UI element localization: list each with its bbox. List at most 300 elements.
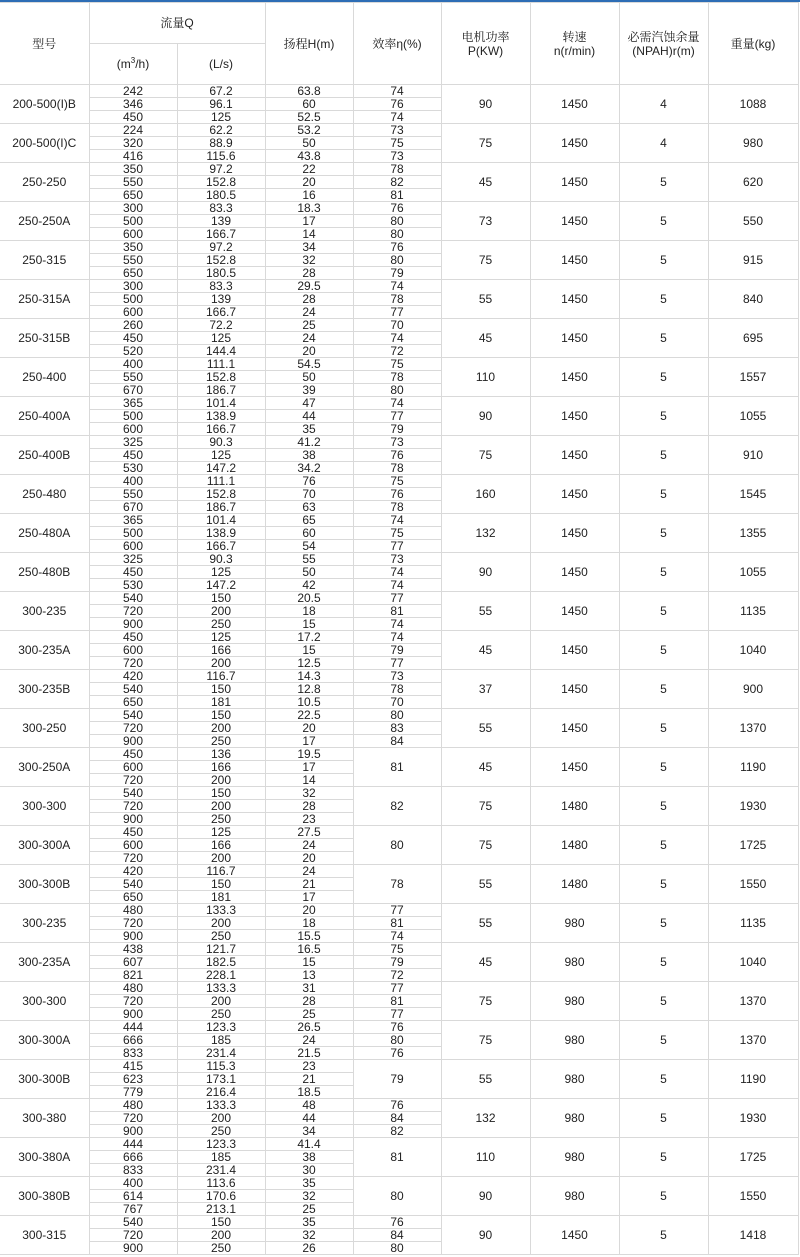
model-cell: 250-315 <box>0 241 89 280</box>
model-cell: 200-500(I)B <box>0 85 89 124</box>
head-cell: 23 <box>265 1060 353 1073</box>
flow-m3h-cell: 325 <box>89 553 177 566</box>
model-cell: 250-315B <box>0 319 89 358</box>
header-npsh <box>619 3 708 85</box>
flow-ls-cell: 166.7 <box>177 228 265 241</box>
head-cell: 24 <box>265 332 353 345</box>
efficiency-cell: 74 <box>353 397 441 410</box>
efficiency-cell: 80 <box>353 228 441 241</box>
efficiency-cell: 74 <box>353 280 441 293</box>
flow-m3h-cell: 415 <box>89 1060 177 1073</box>
npsh-cell: 5 <box>619 826 708 865</box>
flow-ls-cell: 152.8 <box>177 176 265 189</box>
head-cell: 43.8 <box>265 150 353 163</box>
table-row <box>0 1216 798 1229</box>
flow-ls-cell: 166.7 <box>177 423 265 436</box>
efficiency-cell: 79 <box>353 267 441 280</box>
head-cell: 29.5 <box>265 280 353 293</box>
table-row <box>0 319 798 332</box>
power-cell: 75 <box>441 982 530 1021</box>
flow-m3h-cell: 720 <box>89 774 177 787</box>
efficiency-cell: 74 <box>353 579 441 592</box>
head-cell: 21 <box>265 878 353 891</box>
npsh-cell: 5 <box>619 865 708 904</box>
power-cell: 45 <box>441 943 530 982</box>
head-cell: 50 <box>265 566 353 579</box>
flow-m3h-cell: 607 <box>89 956 177 969</box>
speed-cell: 1450 <box>530 709 619 748</box>
head-cell: 18.3 <box>265 202 353 215</box>
table-row <box>0 865 798 878</box>
model-cell: 300-235A <box>0 943 89 982</box>
speed-cell: 1480 <box>530 826 619 865</box>
head-cell: 20.5 <box>265 592 353 605</box>
efficiency-cell: 75 <box>353 943 441 956</box>
flow-m3h-cell: 600 <box>89 540 177 553</box>
flow-ls-cell: 200 <box>177 774 265 787</box>
head-cell: 12.5 <box>265 657 353 670</box>
table-row <box>0 1177 798 1190</box>
head-cell: 15.5 <box>265 930 353 943</box>
efficiency-cell: 79 <box>353 644 441 657</box>
flow-m3h-cell: 720 <box>89 852 177 865</box>
power-cell: 55 <box>441 865 530 904</box>
efficiency-cell: 80 <box>353 254 441 267</box>
efficiency-cell: 82 <box>353 176 441 189</box>
flow-ls-cell: 111.1 <box>177 475 265 488</box>
power-cell: 37 <box>441 670 530 709</box>
table-row <box>0 163 798 176</box>
header-flow: 流量Q <box>89 3 265 44</box>
flow-ls-cell: 147.2 <box>177 579 265 592</box>
model-cell: 300-235B <box>0 670 89 709</box>
weight-cell: 1557 <box>708 358 798 397</box>
speed-cell: 1450 <box>530 358 619 397</box>
flow-m3h-cell: 540 <box>89 709 177 722</box>
speed-cell: 980 <box>530 1099 619 1138</box>
head-cell: 63.8 <box>265 85 353 98</box>
flow-m3h-cell: 600 <box>89 423 177 436</box>
speed-cell: 980 <box>530 1177 619 1216</box>
flow-m3h-cell: 350 <box>89 163 177 176</box>
flow-ls-cell: 125 <box>177 826 265 839</box>
model-cell: 300-380 <box>0 1099 89 1138</box>
flow-ls-cell: 101.4 <box>177 514 265 527</box>
speed-cell: 1450 <box>530 319 619 358</box>
head-cell: 65 <box>265 514 353 527</box>
npsh-cell: 5 <box>619 475 708 514</box>
npsh-cell: 5 <box>619 514 708 553</box>
speed-cell: 1450 <box>530 592 619 631</box>
flow-m3h-cell: 420 <box>89 865 177 878</box>
power-cell: 160 <box>441 475 530 514</box>
efficiency-cell: 74 <box>353 566 441 579</box>
flow-ls-cell: 150 <box>177 683 265 696</box>
speed-cell: 1450 <box>530 631 619 670</box>
efficiency-cell: 80 <box>353 1034 441 1047</box>
model-cell: 200-500(I)C <box>0 124 89 163</box>
speed-cell: 1450 <box>530 475 619 514</box>
head-cell: 18.5 <box>265 1086 353 1099</box>
weight-cell: 915 <box>708 241 798 280</box>
efficiency-cell: 70 <box>353 319 441 332</box>
flow-m3h-cell: 720 <box>89 995 177 1008</box>
flow-m3h-cell: 600 <box>89 839 177 852</box>
flow-ls-cell: 125 <box>177 332 265 345</box>
efficiency-cell: 78 <box>353 501 441 514</box>
flow-ls-cell: 147.2 <box>177 462 265 475</box>
head-cell: 16.5 <box>265 943 353 956</box>
header-flow-m3h-suffix: /h) <box>135 57 150 71</box>
flow-ls-cell: 150 <box>177 709 265 722</box>
table-row <box>0 241 798 254</box>
flow-m3h-cell: 670 <box>89 501 177 514</box>
flow-m3h-cell: 444 <box>89 1021 177 1034</box>
weight-cell: 1190 <box>708 748 798 787</box>
efficiency-cell: 78 <box>353 865 441 904</box>
weight-cell: 1055 <box>708 553 798 592</box>
efficiency-cell: 76 <box>353 98 441 111</box>
npsh-cell: 5 <box>619 709 708 748</box>
flow-ls-cell: 125 <box>177 566 265 579</box>
table-row <box>0 124 798 137</box>
head-cell: 24 <box>265 306 353 319</box>
flow-ls-cell: 111.1 <box>177 358 265 371</box>
speed-cell: 1450 <box>530 163 619 202</box>
head-cell: 63 <box>265 501 353 514</box>
flow-m3h-cell: 720 <box>89 605 177 618</box>
flow-m3h-cell: 900 <box>89 1125 177 1138</box>
npsh-cell: 5 <box>619 1216 708 1255</box>
header-efficiency: 效率η(%) <box>353 3 441 85</box>
flow-m3h-cell: 623 <box>89 1073 177 1086</box>
efficiency-cell: 77 <box>353 657 441 670</box>
table-row <box>0 397 798 410</box>
flow-ls-cell: 152.8 <box>177 371 265 384</box>
flow-m3h-cell: 720 <box>89 1229 177 1242</box>
npsh-cell: 5 <box>619 202 708 241</box>
flow-ls-cell: 125 <box>177 111 265 124</box>
efficiency-cell: 80 <box>353 384 441 397</box>
speed-cell: 1450 <box>530 241 619 280</box>
speed-cell: 1450 <box>530 280 619 319</box>
efficiency-cell: 75 <box>353 358 441 371</box>
head-cell: 20 <box>265 176 353 189</box>
table-row <box>0 85 798 98</box>
speed-cell: 980 <box>530 1021 619 1060</box>
flow-m3h-cell: 480 <box>89 982 177 995</box>
head-cell: 31 <box>265 982 353 995</box>
head-cell: 17 <box>265 215 353 228</box>
flow-m3h-cell: 450 <box>89 449 177 462</box>
flow-m3h-cell: 650 <box>89 696 177 709</box>
power-cell: 55 <box>441 592 530 631</box>
header-power <box>441 3 530 85</box>
flow-m3h-cell: 900 <box>89 930 177 943</box>
speed-cell: 1450 <box>530 670 619 709</box>
flow-ls-cell: 150 <box>177 592 265 605</box>
speed-cell: 1450 <box>530 124 619 163</box>
flow-ls-cell: 186.7 <box>177 384 265 397</box>
flow-ls-cell: 90.3 <box>177 553 265 566</box>
npsh-cell: 4 <box>619 124 708 163</box>
head-cell: 15 <box>265 618 353 631</box>
model-cell: 300-300 <box>0 787 89 826</box>
head-cell: 20 <box>265 852 353 865</box>
model-cell: 300-315 <box>0 1216 89 1255</box>
head-cell: 24 <box>265 839 353 852</box>
flow-ls-cell: 186.7 <box>177 501 265 514</box>
header-speed-line2: n(r/min) <box>553 43 596 58</box>
flow-m3h-cell: 420 <box>89 670 177 683</box>
flow-ls-cell: 250 <box>177 813 265 826</box>
table-row <box>0 826 798 839</box>
efficiency-cell: 79 <box>353 1060 441 1099</box>
flow-ls-cell: 181 <box>177 891 265 904</box>
weight-cell: 1930 <box>708 1099 798 1138</box>
flow-ls-cell: 166 <box>177 761 265 774</box>
weight-cell: 1355 <box>708 514 798 553</box>
power-cell: 75 <box>441 1021 530 1060</box>
efficiency-cell: 80 <box>353 1242 441 1255</box>
efficiency-cell: 79 <box>353 423 441 436</box>
flow-m3h-cell: 400 <box>89 475 177 488</box>
head-cell: 34 <box>265 1125 353 1138</box>
efficiency-cell: 74 <box>353 332 441 345</box>
npsh-cell: 5 <box>619 397 708 436</box>
model-cell: 300-380A <box>0 1138 89 1177</box>
head-cell: 17 <box>265 735 353 748</box>
power-cell: 90 <box>441 553 530 592</box>
table-row <box>0 553 798 566</box>
flow-ls-cell: 200 <box>177 657 265 670</box>
efficiency-cell: 78 <box>353 293 441 306</box>
efficiency-cell: 81 <box>353 605 441 618</box>
flow-m3h-cell: 520 <box>89 345 177 358</box>
header-speed-line1: 转速 <box>562 29 587 44</box>
header-model: 型号 <box>0 3 89 85</box>
flow-m3h-cell: 530 <box>89 462 177 475</box>
flow-ls-cell: 250 <box>177 1242 265 1255</box>
head-cell: 25 <box>265 1203 353 1216</box>
flow-ls-cell: 200 <box>177 1229 265 1242</box>
head-cell: 27.5 <box>265 826 353 839</box>
header-speed <box>530 3 619 85</box>
efficiency-cell: 73 <box>353 553 441 566</box>
head-cell: 44 <box>265 410 353 423</box>
flow-ls-cell: 72.2 <box>177 319 265 332</box>
weight-cell: 1550 <box>708 865 798 904</box>
flow-ls-cell: 200 <box>177 800 265 813</box>
table-row <box>0 904 798 917</box>
npsh-cell: 5 <box>619 280 708 319</box>
table-row <box>0 943 798 956</box>
power-cell: 90 <box>441 1216 530 1255</box>
head-cell: 14 <box>265 228 353 241</box>
head-cell: 38 <box>265 449 353 462</box>
weight-cell: 1040 <box>708 943 798 982</box>
flow-ls-cell: 133.3 <box>177 1099 265 1112</box>
header-flow-ls: (L/s) <box>177 44 265 85</box>
speed-cell: 1480 <box>530 787 619 826</box>
efficiency-cell: 73 <box>353 124 441 137</box>
speed-cell: 1450 <box>530 514 619 553</box>
model-cell: 250-480 <box>0 475 89 514</box>
weight-cell: 1545 <box>708 475 798 514</box>
speed-cell: 980 <box>530 1138 619 1177</box>
power-cell: 45 <box>441 631 530 670</box>
efficiency-cell: 84 <box>353 735 441 748</box>
head-cell: 15 <box>265 644 353 657</box>
efficiency-cell: 73 <box>353 670 441 683</box>
head-cell: 28 <box>265 995 353 1008</box>
weight-cell: 1135 <box>708 904 798 943</box>
flow-m3h-cell: 720 <box>89 1112 177 1125</box>
flow-m3h-cell: 450 <box>89 566 177 579</box>
efficiency-cell: 77 <box>353 982 441 995</box>
model-cell: 300-300A <box>0 826 89 865</box>
flow-m3h-cell: 600 <box>89 306 177 319</box>
flow-ls-cell: 231.4 <box>177 1047 265 1060</box>
power-cell: 45 <box>441 319 530 358</box>
efficiency-cell: 72 <box>353 345 441 358</box>
flow-ls-cell: 152.8 <box>177 488 265 501</box>
model-cell: 250-400A <box>0 397 89 436</box>
speed-cell: 1450 <box>530 202 619 241</box>
flow-ls-cell: 166.7 <box>177 306 265 319</box>
flow-ls-cell: 200 <box>177 852 265 865</box>
speed-cell: 1450 <box>530 397 619 436</box>
efficiency-cell: 74 <box>353 618 441 631</box>
weight-cell: 1055 <box>708 397 798 436</box>
header-power-line1: 电机功率 <box>461 29 510 44</box>
npsh-cell: 4 <box>619 85 708 124</box>
flow-ls-cell: 123.3 <box>177 1138 265 1151</box>
head-cell: 20 <box>265 722 353 735</box>
flow-ls-cell: 125 <box>177 631 265 644</box>
flow-ls-cell: 173.1 <box>177 1073 265 1086</box>
model-cell: 300-300 <box>0 982 89 1021</box>
head-cell: 22.5 <box>265 709 353 722</box>
speed-cell: 1450 <box>530 553 619 592</box>
table-row <box>0 631 798 644</box>
flow-m3h-cell: 530 <box>89 579 177 592</box>
flow-m3h-cell: 540 <box>89 592 177 605</box>
model-cell: 300-235 <box>0 904 89 943</box>
head-cell: 10.5 <box>265 696 353 709</box>
flow-m3h-cell: 900 <box>89 735 177 748</box>
head-cell: 60 <box>265 527 353 540</box>
efficiency-cell: 76 <box>353 488 441 501</box>
efficiency-cell: 76 <box>353 1099 441 1112</box>
flow-m3h-cell: 720 <box>89 657 177 670</box>
model-cell: 300-300A <box>0 1021 89 1060</box>
flow-m3h-cell: 600 <box>89 761 177 774</box>
flow-m3h-cell: 450 <box>89 826 177 839</box>
efficiency-cell: 77 <box>353 540 441 553</box>
npsh-cell: 5 <box>619 319 708 358</box>
flow-ls-cell: 150 <box>177 878 265 891</box>
table-row <box>0 1060 798 1073</box>
head-cell: 34.2 <box>265 462 353 475</box>
flow-m3h-cell: 325 <box>89 436 177 449</box>
power-cell: 110 <box>441 358 530 397</box>
efficiency-cell: 75 <box>353 475 441 488</box>
efficiency-cell: 82 <box>353 787 441 826</box>
efficiency-cell: 74 <box>353 111 441 124</box>
head-cell: 41.2 <box>265 436 353 449</box>
flow-m3h-cell: 320 <box>89 137 177 150</box>
flow-m3h-cell: 540 <box>89 787 177 800</box>
model-cell: 300-250A <box>0 748 89 787</box>
flow-ls-cell: 231.4 <box>177 1164 265 1177</box>
head-cell: 54 <box>265 540 353 553</box>
flow-m3h-cell: 346 <box>89 98 177 111</box>
head-cell: 55 <box>265 553 353 566</box>
model-cell: 250-400B <box>0 436 89 475</box>
power-cell: 75 <box>441 826 530 865</box>
head-cell: 18 <box>265 917 353 930</box>
flow-ls-cell: 101.4 <box>177 397 265 410</box>
head-cell: 32 <box>265 1229 353 1242</box>
flow-m3h-cell: 720 <box>89 800 177 813</box>
flow-m3h-cell: 900 <box>89 1008 177 1021</box>
flow-m3h-cell: 242 <box>89 85 177 98</box>
speed-cell: 980 <box>530 982 619 1021</box>
table-row <box>0 1138 798 1151</box>
weight-cell: 910 <box>708 436 798 475</box>
power-cell: 75 <box>441 436 530 475</box>
flow-m3h-cell: 550 <box>89 371 177 384</box>
head-cell: 12.8 <box>265 683 353 696</box>
flow-m3h-cell: 438 <box>89 943 177 956</box>
head-cell: 17.2 <box>265 631 353 644</box>
head-cell: 14.3 <box>265 670 353 683</box>
model-cell: 300-380B <box>0 1177 89 1216</box>
npsh-cell: 5 <box>619 787 708 826</box>
table-row <box>0 787 798 800</box>
flow-ls-cell: 150 <box>177 787 265 800</box>
efficiency-cell: 81 <box>353 189 441 202</box>
flow-ls-cell: 83.3 <box>177 202 265 215</box>
flow-ls-cell: 250 <box>177 1125 265 1138</box>
flow-m3h-cell: 224 <box>89 124 177 137</box>
head-cell: 24 <box>265 865 353 878</box>
flow-m3h-cell: 350 <box>89 241 177 254</box>
flow-ls-cell: 200 <box>177 917 265 930</box>
flow-m3h-cell: 550 <box>89 488 177 501</box>
head-cell: 35 <box>265 1177 353 1190</box>
flow-m3h-cell: 720 <box>89 917 177 930</box>
flow-ls-cell: 250 <box>177 930 265 943</box>
flow-ls-cell: 250 <box>177 618 265 631</box>
efficiency-cell: 76 <box>353 1047 441 1060</box>
power-cell: 55 <box>441 1060 530 1099</box>
flow-ls-cell: 166.7 <box>177 540 265 553</box>
header-flow-m3h-sup: 3 <box>130 56 136 65</box>
efficiency-cell: 80 <box>353 826 441 865</box>
npsh-cell: 5 <box>619 553 708 592</box>
flow-m3h-cell: 600 <box>89 644 177 657</box>
model-cell: 250-250A <box>0 202 89 241</box>
efficiency-cell: 80 <box>353 709 441 722</box>
table-row <box>0 436 798 449</box>
flow-ls-cell: 116.7 <box>177 670 265 683</box>
weight-cell: 1370 <box>708 709 798 748</box>
model-cell: 300-300B <box>0 865 89 904</box>
head-cell: 35 <box>265 423 353 436</box>
model-cell: 250-315A <box>0 280 89 319</box>
